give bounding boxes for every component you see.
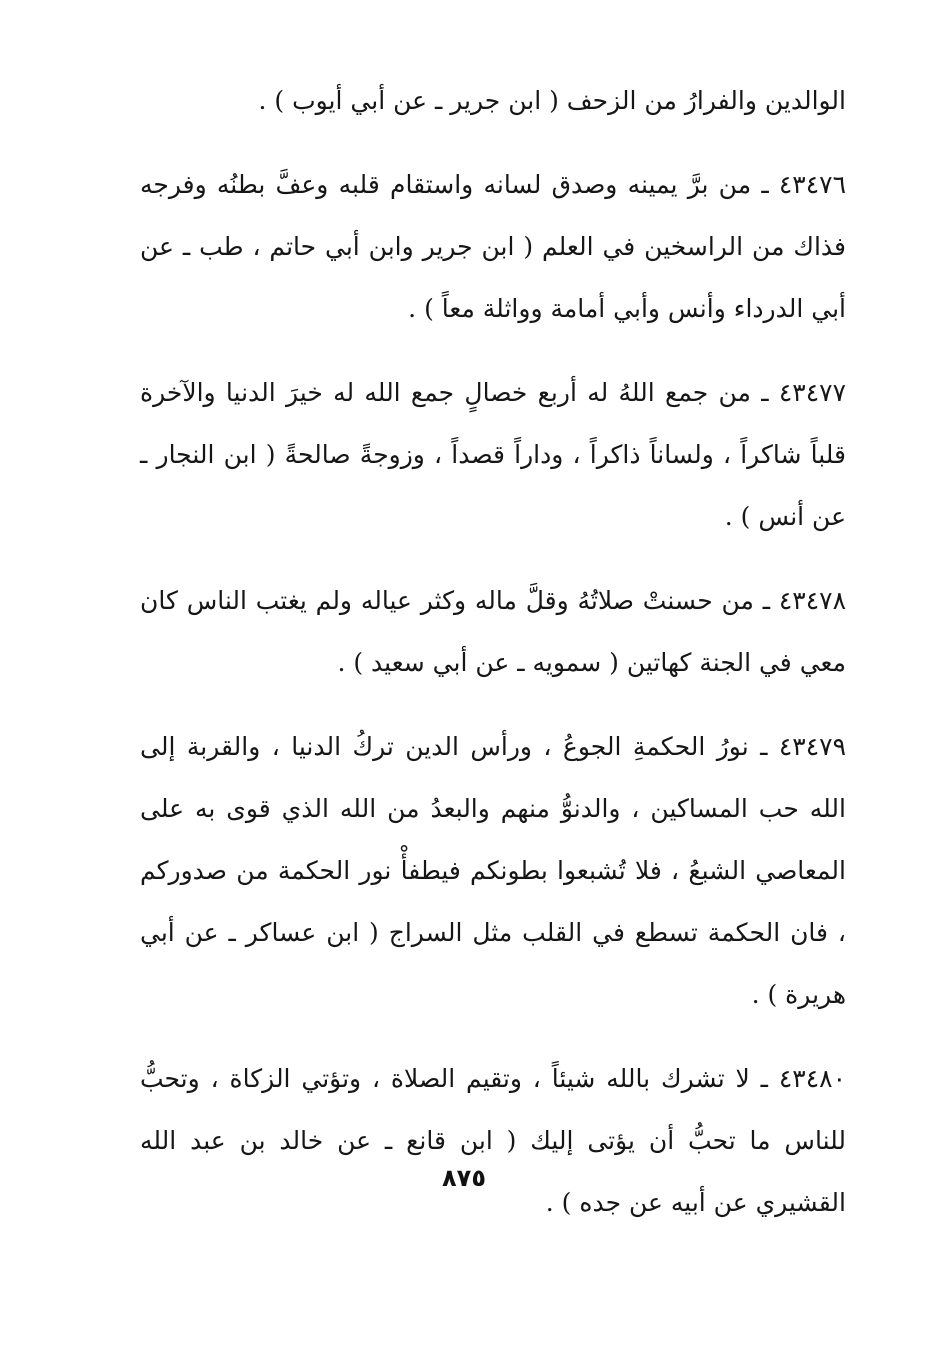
paragraph-43478: ٤٣٤٧٨ ـ من حسنتْ صلاتُهُ وقلَّ ماله وكثر عياله ولم يغتب الناس كان معي في الجنة كهاتين ( سمويه ـ عن أبي سعيد ) . — [140, 586, 846, 677]
text-body — [140, 70, 846, 1234]
page-number: ٨٧٥ — [442, 1164, 486, 1192]
paragraph-43479: ٤٣٤٧٩ ـ نورُ الحكمةِ الجوعُ ، ورأس الدين تركُ الدنيا ، والقربة إلى الله حب المساكين ، والدنوُّ منهم والبعدُ من الله الذي قوى به على المعاصي الشبعُ ، فلا تُشبعوا بطونكم فيطفأْ نور الحكمة من صدوركم ، فان الحكمة تسطع في القلب مثل السراج ( ابن عساكر ـ عن أبي هريرة ) . — [140, 732, 846, 1009]
paragraph-43480: ٤٣٤٨٠ ـ لا تشرك بالله شيئاً ، وتقيم الصلاة ، وتؤتي الزكاة ، وتحبُّ للناس ما تحبُّ أن يؤتى إليك ( ابن قانع ـ عن خالد بن عبد الله القشيري عن أبيه عن جده ) . — [140, 1064, 846, 1217]
paragraph-43477: ٤٣٤٧٧ ـ من جمع اللهُ له أربع خصالٍ جمع الله له خيرَ الدنيا والآخرة قلباً شاكراً ، ولساناً ذاكراً ، وداراً قصداً ، وزوجةً صالحةً ( ابن النجار ـ عن أنس ) . — [140, 378, 846, 531]
paragraph-continuation: الوالدين والفرارُ من الزحف ( ابن جرير ـ عن أبي أيوب ) . — [258, 86, 846, 115]
paragraph-43476: ٤٣٤٧٦ ـ من برَّ يمينه وصدق لسانه واستقام قلبه وعفَّ بطنُه وفرجه فذاك من الراسخين في العلم ( ابن جرير وابن أبي حاتم ، طب ـ عن أبي الدرداء وأنس وأبي أمامة وواثلة معاً ) . — [140, 170, 846, 323]
